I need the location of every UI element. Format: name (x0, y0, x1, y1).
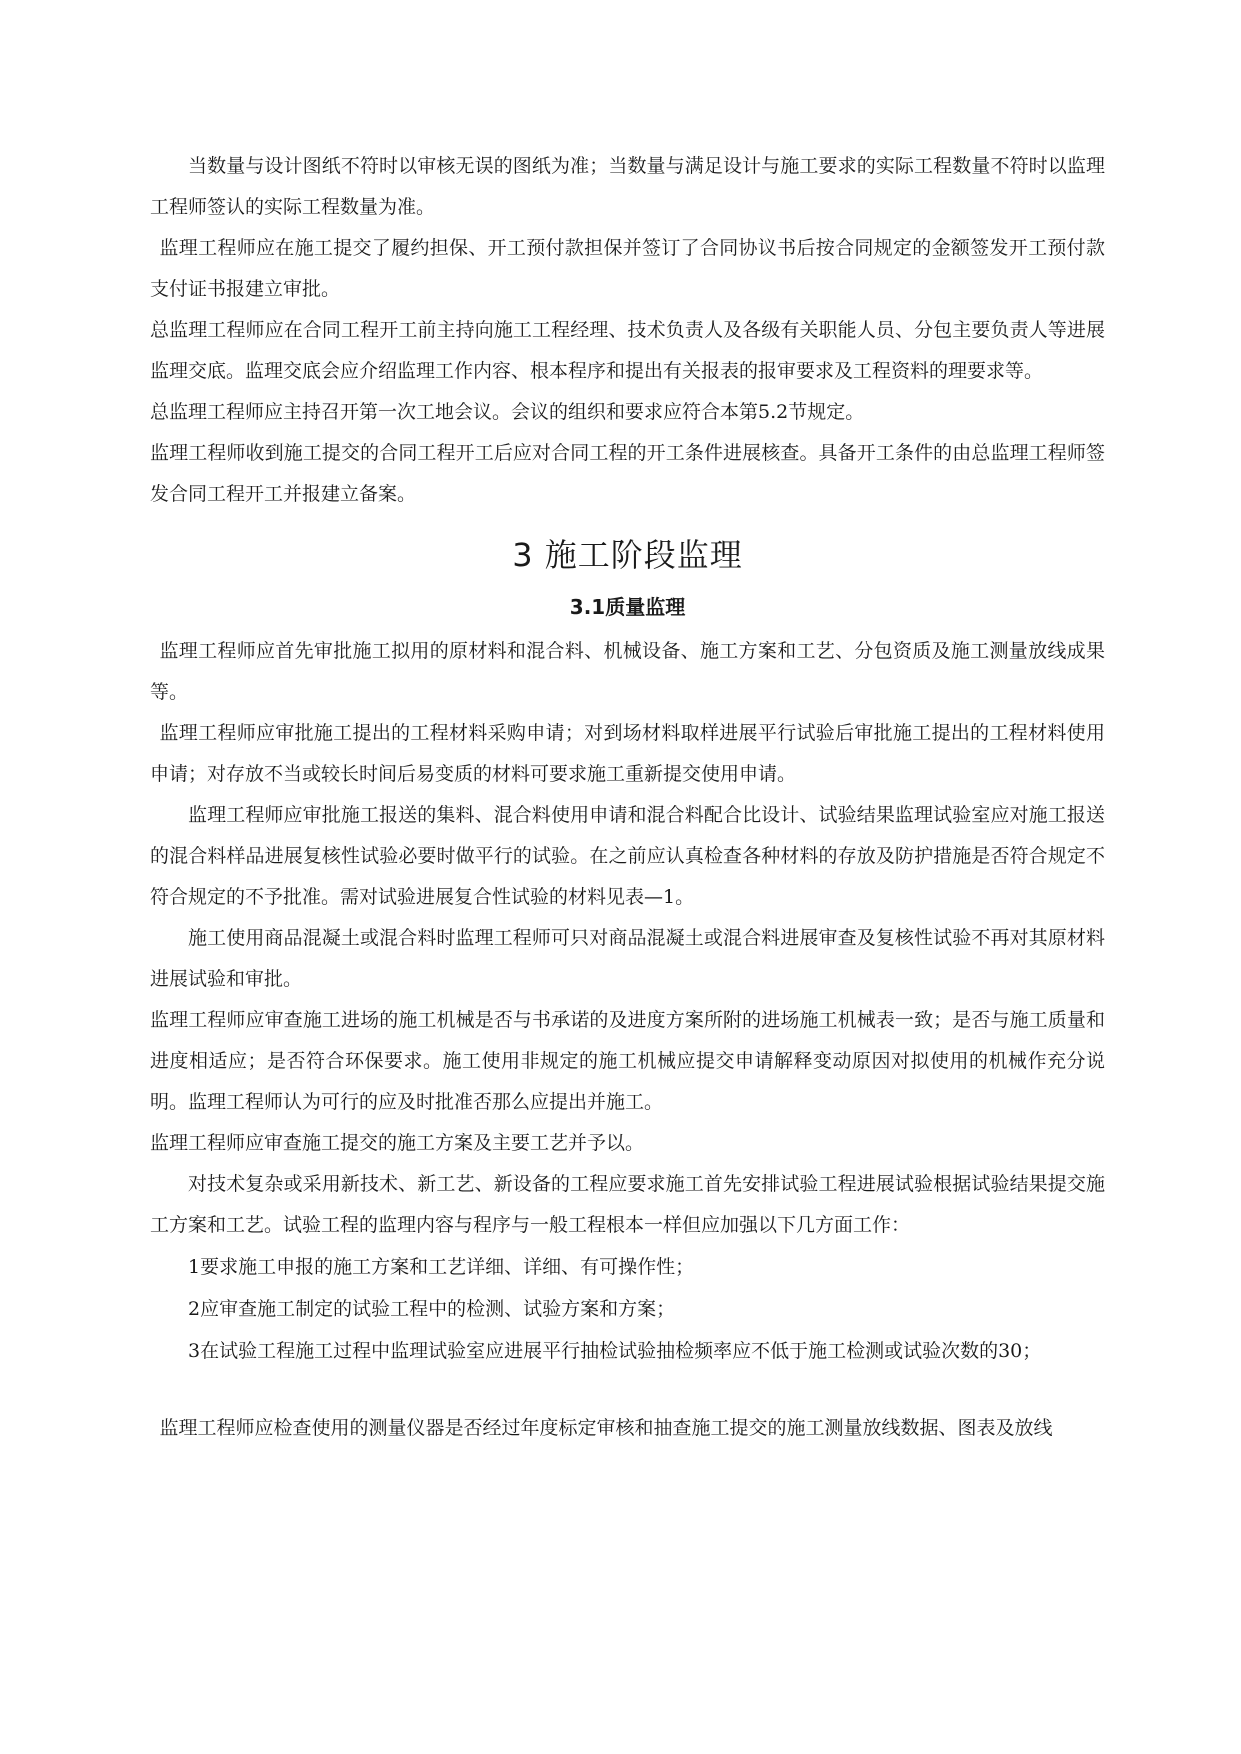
paragraph: 总监理工程师应在合同工程开工前主持向施工工程经理、技术负责人及各级有关职能人员、分包主要负责人等进展监理交底。监理交底会应介绍监理工作内容、根本程序和提出有关报表的报审要求及工程资料的理要求等。 (150, 319, 1105, 382)
paragraph: 监理工程师应审查施工进场的施工机械是否与书承诺的及进度方案所附的进场施工机械表一致；是否与施工质量和进度相适应；是否符合环保要求。施工使用非规定的施工机械应提交申请解释变动原因对拟使用的机械作充分说明。监理工程师认为可行的应及时批准否那么应提出并施工。 (150, 1009, 1105, 1113)
spacer (150, 1372, 1105, 1408)
document-page (150, 146, 1105, 1449)
paragraph: 当数量与设计图纸不符时以审核无误的图纸为准；当数量与满足设计与施工要求的实际工程数量不符时以监理工程师签认的实际工程数量为准。 (150, 155, 1105, 218)
paragraph: 监理工程师应首先审批施工拟用的原材料和混合料、机械设备、施工方案和工艺、分包资质及施工测量放线成果等。 (150, 640, 1105, 703)
list-item: 3在试验工程施工过程中监理试验室应进展平行抽检试验抽检频率应不低于施工检测或试验次数的30； (188, 1340, 1042, 1362)
list-item: 2应审查施工制定的试验工程中的检测、试验方案和方案； (188, 1298, 676, 1320)
paragraph: 监理工程师应在施工提交了履约担保、开工预付款担保并签订了合同协议书后按合同规定的金额签发开工预付款支付证书报建立审批。 (150, 237, 1105, 300)
paragraph: 监理工程师应审查施工提交的施工方案及主要工艺并予以。 (150, 1132, 645, 1154)
section-heading: 3.1质量监理 (569, 595, 686, 619)
paragraph: 监理工程师应审批施工报送的集料、混合料使用申请和混合料配合比设计、试验结果监理试验室应对施工报送的混合料样品进展复核性试验必要时做平行的试验。在之前应认真检查各种材料的存放及防护措施是否符合规定不符合规定的不予批准。需对试验进展复合性试验的材料见表—1。 (150, 804, 1105, 908)
paragraph: 总监理工程师应主持召开第一次工地会议。会议的组织和要求应符合本第5.2节规定。 (150, 401, 865, 423)
paragraph: 监理工程师收到施工提交的合同工程开工后应对合同工程的开工条件进展核查。具备开工条件的由总监理工程师签发合同工程开工并报建立备案。 (150, 442, 1105, 505)
paragraph: 对技术复杂或采用新技术、新工艺、新设备的工程应要求施工首先安排试验工程进展试验根据试验结果提交施工方案和工艺。试验工程的监理内容与程序与一般工程根本一样但应加强以下几方面工作： (150, 1173, 1105, 1236)
paragraph: 监理工程师应检查使用的测量仪器是否经过年度标定审核和抽查施工提交的施工测量放线数据、图表及放线 (159, 1417, 1053, 1439)
paragraph: 监理工程师应审批施工提出的工程材料采购申请；对到场材料取样进展平行试验后审批施工提出的工程材料使用申请；对存放不当或较长时间后易变质的材料可要求施工重新提交使用申请。 (150, 722, 1105, 785)
chapter-heading: 3 施工阶段监理 (512, 536, 743, 574)
list-item: 1要求施工申报的施工方案和工艺详细、详细、有可操作性； (188, 1256, 695, 1278)
paragraph: 施工使用商品混凝土或混合料时监理工程师可只对商品混凝土或混合料进展审查及复核性试验不再对其原材料进展试验和审批。 (150, 927, 1105, 990)
